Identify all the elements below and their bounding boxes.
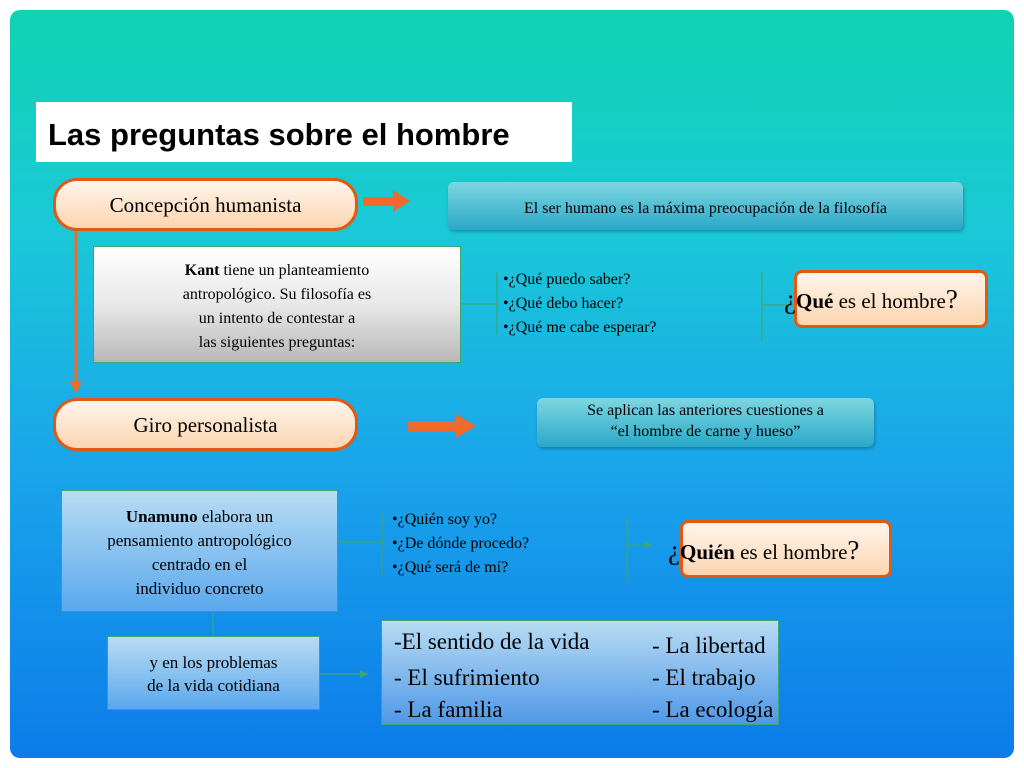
vertical-connector-arrowhead	[70, 382, 82, 393]
temas-box	[381, 620, 779, 725]
tema-item: - El sufrimiento	[394, 665, 540, 690]
tema-item: - El trabajo	[652, 665, 756, 690]
list-item: •¿De dónde procedo?	[392, 535, 530, 552]
kant-questions-list	[503, 268, 657, 340]
question-mark-close: ?	[847, 535, 860, 565]
list-item: •¿Qué me cabe esperar?	[503, 319, 657, 336]
arrow-right-icon	[363, 190, 410, 212]
kant-line: las siguientes preguntas:	[198, 334, 356, 351]
tema-item: - La libertad	[652, 633, 766, 658]
kant-line: antropológico. Su filosofía es	[182, 286, 372, 303]
se-aplican-line: “el hombre de carne y hueso”	[610, 423, 801, 440]
unamuno-questions-list	[392, 508, 529, 580]
list-item: •¿Qué debo hacer?	[503, 295, 624, 312]
quien-word: Quién	[679, 540, 735, 564]
kant-box	[93, 246, 461, 363]
hombre-text: es el hombre	[734, 540, 848, 564]
tema-item: - La ecología	[652, 697, 774, 722]
que-hombre-label	[784, 284, 958, 315]
concepcion-humanista-node: Concepción humanista	[53, 178, 358, 231]
quien-hombre-label	[668, 535, 859, 566]
se-aplican-line: Se aplican las anteriores cuestiones a	[587, 402, 824, 419]
question-mark-open: ¿	[668, 535, 680, 565]
problemas-line: y en los problemas	[149, 653, 278, 672]
ser-humano-box: El ser humano es la máxima preocupación de la filosofía	[448, 182, 963, 230]
list-item: •¿Qué será de mí?	[392, 559, 509, 576]
tema-item: - La familia	[394, 697, 503, 722]
que-word: Qué	[795, 289, 834, 313]
unamuno-line: elabora un	[197, 507, 274, 526]
giro-personalista-node: Giro personalista	[53, 398, 358, 451]
page-title: Las preguntas sobre el hombre	[36, 102, 572, 162]
unamuno-line: pensamiento antropológico	[107, 531, 292, 550]
kant-name: Kant	[184, 262, 220, 279]
kant-line: tiene un planteamiento	[219, 262, 370, 279]
list-item: •¿Qué puedo saber?	[503, 271, 631, 288]
question-mark-close: ?	[945, 284, 958, 314]
kant-line: un intento de contestar a	[198, 310, 356, 327]
problemas-box	[107, 636, 320, 710]
tema-item: -El sentido de la vida	[394, 629, 590, 654]
unamuno-line: individuo concreto	[135, 579, 264, 598]
unamuno-line: centrado en el	[151, 555, 248, 574]
se-aplican-box	[537, 398, 874, 447]
problemas-line: de la vida cotidiana	[147, 676, 280, 695]
list-item: •¿Quién soy yo?	[392, 511, 498, 528]
hombre-text: es el hombre	[833, 289, 946, 313]
question-mark-open: ¿	[784, 284, 796, 314]
unamuno-box	[61, 490, 338, 612]
unamuno-name: Unamuno	[125, 507, 198, 526]
arrow-right-icon	[408, 414, 476, 438]
